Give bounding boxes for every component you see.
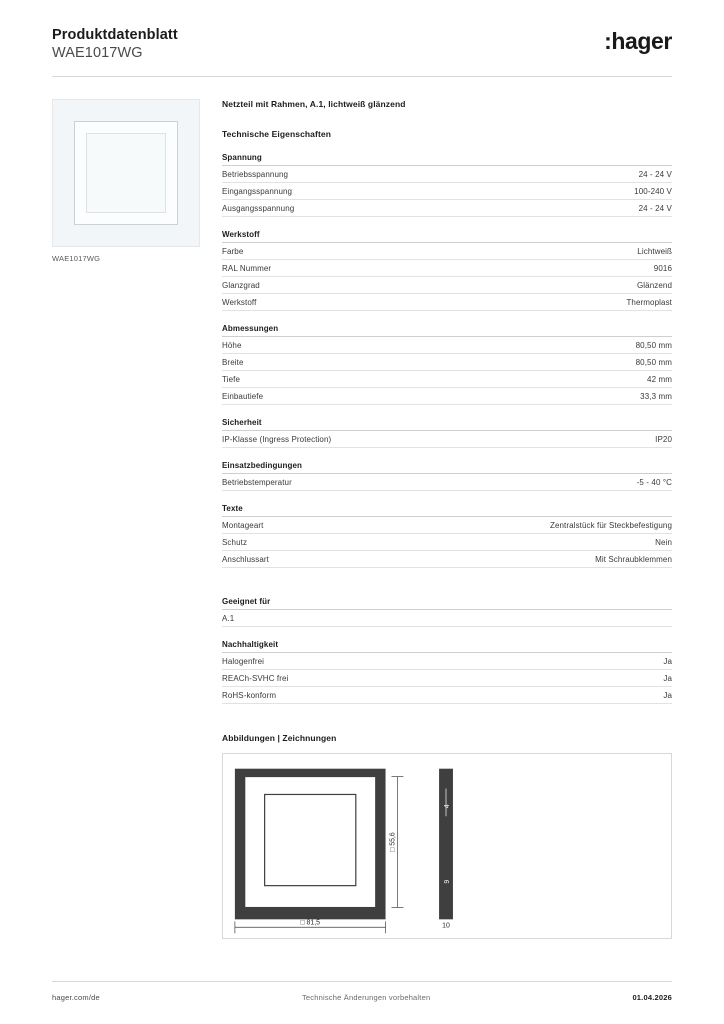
tech-properties-heading: Technische Eigenschaften <box>222 129 331 140</box>
drawings-box <box>222 753 672 939</box>
dim-depth-bottom-label: 9 <box>443 880 451 884</box>
page-body <box>0 77 724 939</box>
spec-key: Anschlussart <box>222 554 269 564</box>
spec-key: Höhe <box>222 340 242 350</box>
technical-drawing <box>223 754 671 938</box>
title-block <box>52 26 178 62</box>
spec-row <box>222 354 672 371</box>
spec-value: Thermoplast <box>626 297 672 307</box>
spec-key: Glanzgrad <box>222 280 260 290</box>
spec-key: Schutz <box>222 537 248 547</box>
spec-value: Ja <box>663 656 672 666</box>
group-title: Einsatzbedingungen <box>222 461 672 474</box>
spec-value: Zentralstück für Steckbefestigung <box>549 520 672 530</box>
spec-row <box>222 431 672 448</box>
footer-link[interactable]: hager.com/de <box>52 993 100 1002</box>
spec-value: Lichtweiß <box>637 246 672 256</box>
spec-key: Montageart <box>222 520 264 530</box>
spec-value: 80,50 mm <box>635 340 672 350</box>
group-title: Geeignet für <box>222 597 672 610</box>
spec-key: RoHS-konform <box>222 690 277 700</box>
group-title: Texte <box>222 504 672 517</box>
spec-key: IP-Klasse (Ingress Protection) <box>222 434 332 444</box>
spec-row <box>222 517 672 534</box>
sustainability-rows <box>222 653 672 704</box>
spec-key: Ausgangsspannung <box>222 203 295 213</box>
suitable-for-group <box>222 597 672 627</box>
spec-group <box>222 461 672 491</box>
spec-group <box>222 153 672 217</box>
spec-group <box>222 324 672 405</box>
group-title: Nachhaltigkeit <box>222 640 672 653</box>
product-image-caption: WAE1017WG <box>52 254 101 264</box>
spec-key: A.1 <box>222 613 235 623</box>
product-frame-outer <box>74 121 178 225</box>
spec-key: RAL Nummer <box>222 263 272 273</box>
group-title: Spannung <box>222 153 672 166</box>
spec-row <box>222 534 672 551</box>
spec-group <box>222 504 672 568</box>
spec-row <box>222 294 672 311</box>
spec-row <box>222 610 672 627</box>
spec-key: Betriebsspannung <box>222 169 289 179</box>
spec-value: 9016 <box>653 263 672 273</box>
spec-key: Betriebstemperatur <box>222 477 292 487</box>
spec-value: -5 - 40 °C <box>636 477 672 487</box>
spec-value: Mit Schraubklemmen <box>595 554 672 564</box>
spec-key: REACh-SVHC frei <box>222 673 289 683</box>
spec-row <box>222 260 672 277</box>
page-header <box>0 0 724 62</box>
sustainability-group <box>222 640 672 704</box>
product-image <box>52 99 200 247</box>
dim-width-label: □ 81,5 <box>300 919 321 927</box>
group-title: Werkstoff <box>222 230 672 243</box>
specifications-column <box>222 99 672 939</box>
group-title: Sicherheit <box>222 418 672 431</box>
dim-side-label: 10 <box>442 922 450 930</box>
spec-key: Eingangsspannung <box>222 186 293 196</box>
footer-divider <box>52 981 672 982</box>
spec-row <box>222 183 672 200</box>
spec-value: 24 - 24 V <box>638 203 672 213</box>
spec-value: 33,3 mm <box>640 391 672 401</box>
spec-key: Werkstoff <box>222 297 257 307</box>
spec-value: 42 mm <box>647 374 672 384</box>
spec-key: Tiefe <box>222 374 240 384</box>
spec-row <box>222 551 672 568</box>
drawings-section <box>222 733 672 939</box>
spec-row <box>222 277 672 294</box>
spec-row <box>222 337 672 354</box>
spec-row <box>222 200 672 217</box>
page-title: Produktdatenblatt <box>52 27 178 43</box>
footer-date: 01.04.2026 <box>632 993 672 1002</box>
spec-value: Nein <box>655 537 672 547</box>
product-image-column <box>52 99 200 939</box>
hager-logo: :hager <box>604 28 672 54</box>
drawings-title: Abbildungen | Zeichnungen <box>222 733 337 744</box>
spec-value: IP20 <box>655 434 672 444</box>
spec-row <box>222 388 672 405</box>
dim-height-label: □ 55,6 <box>389 832 397 853</box>
spec-group <box>222 418 672 448</box>
spec-key: Farbe <box>222 246 244 256</box>
footer-note: Technische Änderungen vorbehalten <box>301 993 431 1002</box>
spec-row <box>222 166 672 183</box>
spec-group <box>222 230 672 311</box>
spec-key: Breite <box>222 357 244 367</box>
product-frame-inner <box>86 133 166 213</box>
spec-groups <box>222 153 672 568</box>
spec-value: 100-240 V <box>634 186 672 196</box>
spec-value: Glänzend <box>636 280 672 290</box>
spec-row <box>222 371 672 388</box>
spec-value: Ja <box>663 690 672 700</box>
page-footer <box>52 993 672 1002</box>
group-title: Abmessungen <box>222 324 672 337</box>
suitable-rows <box>222 610 672 627</box>
spec-row <box>222 474 672 491</box>
page-subtitle: WAE1017WG <box>52 45 143 62</box>
product-description: Netzteil mit Rahmen, A.1, lichtweiß glänzend <box>222 99 406 110</box>
spec-value: Ja <box>663 673 672 683</box>
spec-row <box>222 243 672 260</box>
spec-row <box>222 653 672 670</box>
spec-key: Halogenfrei <box>222 656 265 666</box>
spec-row <box>222 687 672 704</box>
spec-key: Einbautiefe <box>222 391 264 401</box>
spec-value: 80,50 mm <box>635 357 672 367</box>
spec-value: 24 - 24 V <box>638 169 672 179</box>
spec-row <box>222 670 672 687</box>
dim-depth-top-label: 4 <box>443 804 451 809</box>
